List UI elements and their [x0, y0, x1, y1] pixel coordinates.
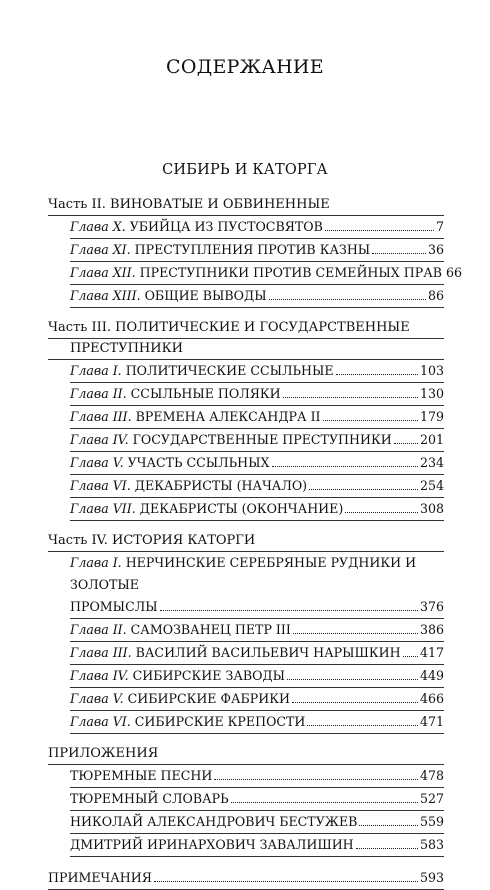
chapter-number: Глава IV.: [70, 668, 129, 683]
page-number: 471: [419, 714, 444, 729]
toc-part: [48, 195, 463, 308]
dot-leader: [372, 252, 426, 254]
page-number: 593: [419, 870, 444, 885]
toc-entry-label: Глава VI. ДЕКАБРИСТЫ (НАЧАЛО): [70, 478, 308, 493]
toc-entry-label: Глава IV. СИБИРСКИЕ ЗАВОДЫ: [70, 668, 286, 683]
chapter-number: Глава IV.: [70, 432, 129, 447]
dot-leader: [323, 419, 418, 421]
page-number: 234: [419, 455, 444, 470]
toc-entry-label: Глава XI. ПРЕСТУПЛЕНИЯ ПРОТИВ КАЗНЫ: [70, 242, 371, 257]
toc-entry[interactable]: [70, 688, 444, 711]
chapter-number: Глава X.: [70, 219, 126, 234]
table-of-contents: [48, 195, 463, 890]
part-heading: Часть III. ПОЛИТИЧЕСКИЕ И ГОСУДАРСТВЕННЫЕ: [48, 318, 444, 339]
part-heading: Часть IV. ИСТОРИЯ КАТОРГИ: [48, 531, 444, 552]
page-number: 308: [419, 501, 444, 516]
page-number: 583: [419, 837, 444, 852]
toc-entry[interactable]: [70, 383, 444, 406]
page-title: СОДЕРЖАНИЕ: [166, 56, 324, 78]
dot-leader: [231, 801, 418, 803]
toc-entry[interactable]: [48, 867, 444, 890]
toc-entry-label: Глава V. УЧАСТЬ ССЫЛЬНЫХ: [70, 455, 270, 470]
chapter-number: Глава III.: [70, 409, 132, 424]
toc-entry-label: Глава III. ВАСИЛИЙ ВАСИЛЬЕВИЧ НАРЫШКИН: [70, 645, 401, 660]
page-number: 179: [419, 409, 444, 424]
page-number: 466: [419, 691, 444, 706]
toc-entry-label: Глава XIII. ОБЩИЕ ВЫВОДЫ: [70, 288, 267, 303]
toc-entry-label: Глава IV. ГОСУДАРСТВЕННЫЕ ПРЕСТУПНИКИ: [70, 432, 392, 447]
toc-entry[interactable]: [70, 360, 444, 383]
toc-entry-label: Глава I. НЕРЧИНСКИЕ СЕРЕБРЯНЫЕ РУДНИКИ И ЗОЛОТЫЕ: [70, 555, 417, 592]
toc-entry-label: ДМИТРИЙ ИРИНАРХОВИЧ ЗАВАЛИШИН: [70, 837, 354, 852]
chapter-number: Глава V.: [70, 455, 124, 470]
dot-leader: [336, 373, 418, 375]
toc-entry[interactable]: [70, 552, 444, 619]
page-number: 36: [427, 242, 444, 257]
toc-entry[interactable]: [70, 834, 444, 857]
chapter-number: Глава XIII.: [70, 288, 141, 303]
chapter-number: Глава VII.: [70, 501, 136, 516]
toc-entry-label: Глава VI. СИБИРСКИЕ КРЕПОСТИ: [70, 714, 306, 729]
toc-entry-label: Глава I. ПОЛИТИЧЕСКИЕ ССЫЛЬНЫЕ: [70, 363, 334, 378]
toc-entry[interactable]: [70, 765, 444, 788]
chapter-number: Глава II.: [70, 622, 127, 637]
part-heading: Часть II. ВИНОВАТЫЕ И ОБВИНЕННЫЕ: [48, 195, 444, 216]
section-title: СИБИРЬ И КАТОРГА: [162, 162, 328, 178]
page-number: 376: [419, 599, 444, 614]
chapter-number: Глава II.: [70, 386, 127, 401]
toc-entry[interactable]: [70, 216, 444, 239]
toc-entry[interactable]: [70, 239, 444, 262]
toc-part: [48, 318, 444, 521]
dot-leader: [287, 678, 418, 680]
page-number: 417: [419, 645, 444, 660]
page-number: 449: [419, 668, 444, 683]
chapter-number: Глава XI.: [70, 242, 131, 257]
part-heading: ПРИЛОЖЕНИЯ: [48, 744, 444, 765]
toc-entry-label: НИКОЛАЙ АЛЕКСАНДРОВИЧ БЕСТУЖЕВ: [70, 814, 358, 829]
page-number: 130: [419, 386, 444, 401]
toc-entry-label: ТЮРЕМНЫЙ СЛОВАРЬ: [70, 791, 229, 806]
chapter-number: Глава V.: [70, 691, 124, 706]
toc-entry-label: Глава XII. ПРЕСТУПНИКИ ПРОТИВ СЕМЕЙНЫХ ПРАВ: [70, 265, 443, 280]
toc-entry-label: Глава II. САМОЗВАНЕЦ ПЕТР III: [70, 622, 291, 637]
dot-leader: [283, 396, 418, 398]
dot-leader: [359, 824, 418, 826]
chapter-number: Глава XII.: [70, 265, 136, 280]
page-number: 254: [419, 478, 444, 493]
chapter-number: Глава VI.: [70, 714, 131, 729]
dot-leader: [269, 298, 426, 300]
toc-entry[interactable]: [70, 285, 444, 308]
chapter-number: Глава III.: [70, 645, 132, 660]
toc-part: [48, 531, 444, 734]
chapter-number: Глава VI.: [70, 478, 131, 493]
part-heading-cont: ПРЕСТУПНИКИ: [48, 339, 444, 360]
page-number: 478: [419, 768, 444, 783]
toc-entry[interactable]: [70, 811, 444, 834]
dot-leader: [403, 655, 418, 657]
dot-leader: [293, 632, 418, 634]
page-number: 86: [427, 288, 444, 303]
dot-leader: [292, 701, 418, 703]
page-number: 527: [419, 791, 444, 806]
toc-entry-label-cont: [70, 596, 444, 618]
page-number: 201: [419, 432, 444, 447]
page-number: 66: [446, 265, 463, 280]
toc-entry[interactable]: [70, 475, 444, 498]
toc-entry[interactable]: [70, 665, 444, 688]
dot-leader: [394, 442, 418, 444]
chapter-number: Глава I.: [70, 363, 122, 378]
toc-entry[interactable]: [70, 642, 444, 665]
toc-entry[interactable]: [70, 711, 444, 734]
dot-leader: [272, 465, 418, 467]
dot-leader: [160, 609, 418, 611]
toc-entry-label: ТЮРЕМНЫЕ ПЕСНИ: [70, 768, 213, 783]
dot-leader: [214, 778, 418, 780]
chapter-number: Глава I.: [70, 555, 122, 570]
toc-part: [48, 744, 444, 857]
page-number: 7: [435, 219, 444, 234]
toc-entry-label: ПРИМЕЧАНИЯ: [48, 870, 152, 885]
toc-entry[interactable]: [70, 262, 463, 285]
page-number: 103: [419, 363, 444, 378]
toc-entry[interactable]: [70, 429, 444, 452]
toc-entry[interactable]: [70, 452, 444, 475]
dot-leader: [356, 847, 418, 849]
toc-entry-label-line2: ПРОМЫСЛЫ: [70, 599, 158, 614]
page-number: 386: [419, 622, 444, 637]
toc-entry-label: Глава II. ССЫЛЬНЫЕ ПОЛЯКИ: [70, 386, 281, 401]
toc-entry[interactable]: [70, 406, 444, 429]
dot-leader: [309, 488, 418, 490]
page-number: 559: [419, 814, 444, 829]
toc-entry-label: Глава X. УБИЙЦА ИЗ ПУСТОСВЯТОВ: [70, 219, 323, 234]
toc-entry-label: Глава V. СИБИРСКИЕ ФАБРИКИ: [70, 691, 290, 706]
dot-leader: [307, 724, 418, 726]
toc-entry[interactable]: [70, 498, 444, 521]
dot-leader: [345, 511, 418, 513]
toc-entry[interactable]: [70, 619, 444, 642]
dot-leader: [325, 229, 434, 231]
toc-entry-label: Глава III. ВРЕМЕНА АЛЕКСАНДРА II: [70, 409, 321, 424]
toc-entry-label: Глава VII. ДЕКАБРИСТЫ (ОКОНЧАНИЕ): [70, 501, 344, 516]
dot-leader: [154, 880, 418, 882]
